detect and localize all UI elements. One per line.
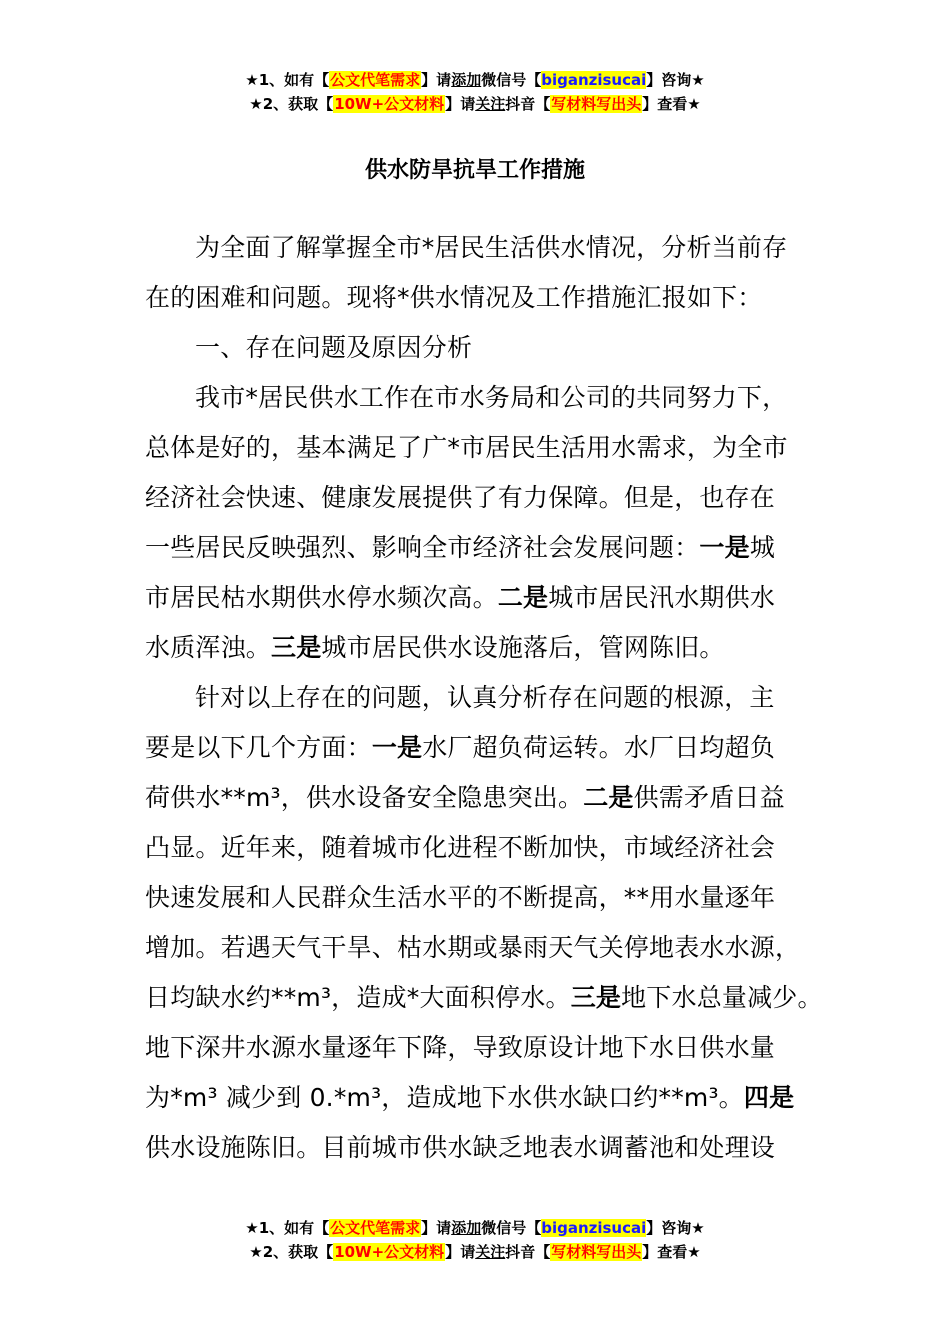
body-line: 总体是好的，基本满足了广*市居民生活用水需求，为全市 [145, 433, 788, 462]
body-line: 水质浑浊。三是城市居民供水设施落后，管网陈旧。 [145, 633, 725, 662]
body-line: 增加。若遇天气干旱、枯水期或暴雨天气关停地表水水源， [145, 933, 801, 962]
highlight-service: 公文代笔需求 [330, 1219, 421, 1237]
section-heading: 一、存在问题及原因分析 [195, 333, 473, 362]
body-line: 为*m³ 减少到 0.*m³，造成地下水供水缺口约**m³。四是 [145, 1083, 795, 1112]
highlight-service: 公文代笔需求 [330, 71, 421, 89]
body-line: 在的困难和问题。现将*供水情况及工作措施汇报如下： [145, 283, 763, 312]
keyword: 一是 [699, 533, 750, 562]
keyword: 一是 [371, 733, 423, 762]
document-title: 供水防旱抗旱工作措施 [364, 158, 585, 183]
body-line: 地下深井水源水量逐年下降，导致原设计地下水日供水量 [145, 1033, 776, 1062]
header-banner [0, 68, 950, 116]
highlight-materials: 10W+公文材料 [334, 1243, 445, 1261]
body-line: 为全面了解掌握全市*居民生活供水情况，分析当前存 [195, 233, 788, 262]
highlight-account: 写材料写出头 [551, 1243, 642, 1261]
body-line: 快速发展和人民群众生活水平的不断提高，**用水量逐年 [145, 883, 776, 912]
keyword: 二是 [497, 583, 549, 612]
highlight-account: 写材料写出头 [551, 95, 642, 113]
body-line: 荷供水**m³，供水设备安全隐患突出。二是供需矛盾日益 [145, 783, 785, 812]
keyword: 三是 [570, 983, 622, 1012]
body-line: 日均缺水约**m³，造成*大面积停水。三是地下水总量减少。 [145, 983, 823, 1012]
body-line: 针对以上存在的问题，认真分析存在问题的根源，主 [195, 683, 775, 712]
header-line-1: ★1、如有【公文代笔需求】请添加微信号【biganzisucai】咨询★ [245, 71, 705, 89]
footer-line-2: ★2、获取【10W+公文材料】请关注抖音【写材料写出头】查看★ [249, 1243, 701, 1261]
highlight-materials: 10W+公文材料 [334, 95, 445, 113]
keyword: 三是 [271, 633, 322, 662]
body-line: 供水设施陈旧。目前城市供水缺乏地表水调蓄池和处理设 [145, 1133, 776, 1162]
header-line-2: ★2、获取【10W+公文材料】请关注抖音【写材料写出头】查看★ [249, 95, 701, 113]
document-body [145, 223, 825, 1173]
body-line: 市居民枯水期供水停水频次高。二是城市居民汛水期供水 [145, 583, 776, 612]
keyword: 二是 [583, 783, 634, 812]
body-line: 我市*居民供水工作在市水务局和公司的共同努力下， [195, 383, 788, 412]
footer-banner [0, 1216, 950, 1264]
wechat-id: biganzisucai [541, 1219, 647, 1237]
keyword: 四是 [743, 1083, 795, 1112]
body-line: 经济社会快速、健康发展提供了有力保障。但是，也存在 [145, 483, 776, 512]
footer-line-1: ★1、如有【公文代笔需求】请添加微信号【biganzisucai】咨询★ [245, 1219, 705, 1237]
wechat-id: biganzisucai [541, 71, 647, 89]
body-line: 一些居民反映强烈、影响全市经济社会发展问题：一是城 [145, 533, 776, 562]
body-line: 凸显。近年来，随着城市化进程不断加快，市域经济社会 [145, 833, 776, 862]
body-line: 要是以下几个方面：一是水厂超负荷运转。水厂日均超负 [145, 733, 776, 762]
